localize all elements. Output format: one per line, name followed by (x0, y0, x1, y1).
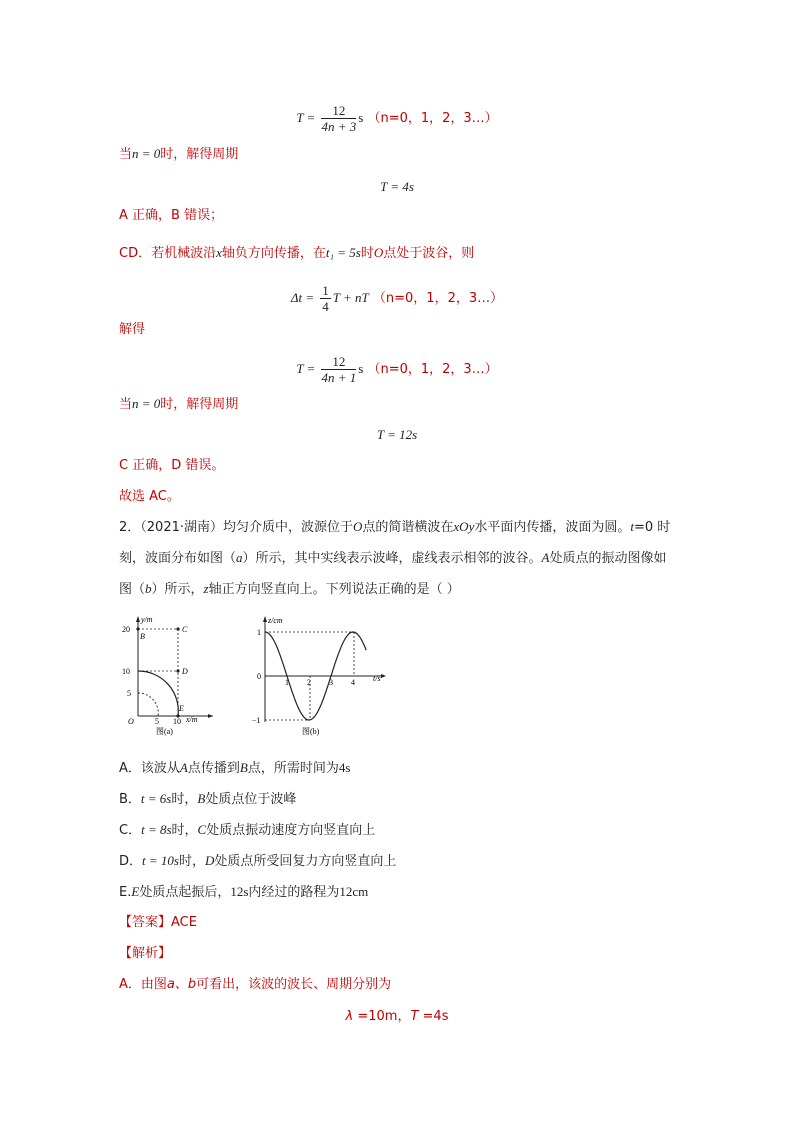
text: A．该波从 (119, 761, 180, 776)
math-inline: 12s (230, 884, 249, 899)
option-a (119, 758, 350, 779)
wave-crest-arc (138, 671, 178, 716)
text: 处质点位于波峰 (205, 792, 297, 807)
tick-label: 2 (307, 678, 311, 687)
text: =4s (418, 1009, 449, 1024)
analysis-line-a (119, 975, 391, 995)
math-inline: 4s (338, 760, 351, 775)
label-c: C (182, 625, 188, 634)
text: 处质点起振后， (139, 885, 231, 900)
point-c (176, 627, 179, 630)
text: 处质点所受回复力方向竖直向上 (214, 854, 397, 869)
text: 轴正方向竖直向上。下列说法正确的是（ ） (208, 582, 460, 597)
t-axis-arrow (381, 674, 386, 678)
answer-label: 【答案】 (119, 915, 172, 930)
numerator: 12 (321, 103, 356, 119)
math-inline: n = 0 (132, 396, 161, 411)
text: D． (119, 854, 143, 869)
text: 当 (119, 397, 133, 412)
math-inline: λ (345, 1009, 354, 1024)
math-inline: B (239, 760, 248, 775)
text: 时， (178, 854, 205, 869)
text: 点处于波谷，则 (383, 246, 475, 261)
label-b: B (140, 632, 145, 641)
text: 轴负方向传播，在 (221, 246, 326, 261)
tick-label: 10 (173, 717, 181, 726)
x-axis-arrow (208, 714, 213, 718)
math-inline: a (236, 550, 243, 565)
text: 时，解得周期 (160, 147, 239, 162)
math-inline: A (179, 760, 188, 775)
fraction (321, 354, 356, 385)
math-inline: D (204, 853, 215, 868)
text: 处质点振动速度方向竖直向上 (206, 823, 376, 838)
answer-value: ACE (171, 915, 197, 930)
tick-label: 0 (257, 672, 261, 681)
x-axis-label: x/m (186, 715, 198, 724)
label-e: E (179, 704, 184, 713)
option-c (119, 820, 375, 841)
equation-period-4n1 (0, 354, 794, 385)
equation-T4: T = 4s (380, 179, 414, 194)
equation-lambda-T (0, 1007, 794, 1027)
text: E. (119, 885, 132, 900)
text: C． (119, 823, 142, 838)
tick-label: 1 (285, 678, 289, 687)
math-inline: B (197, 791, 206, 806)
math-inline: xOy (453, 519, 475, 534)
math-inline: 12cm (339, 884, 369, 899)
tick-label: 3 (329, 678, 333, 687)
text: 可看出，该波的波长、周期分别为 (196, 977, 392, 992)
math-inline: O (373, 245, 384, 260)
math-inline: z (203, 581, 209, 596)
text: 时 (360, 246, 374, 261)
text-ab-conclusion: A 正确，B 错误； (119, 208, 224, 223)
text: 点的简谐横波在 (362, 520, 454, 535)
option-b (119, 789, 296, 810)
text: 点，所需时间为 (247, 761, 339, 776)
unit: s (358, 110, 364, 125)
text: 内经过的路程为 (248, 885, 340, 900)
numerator: 12 (321, 354, 356, 370)
math-inline: A (541, 550, 550, 565)
figure-caption: 图(b) (302, 727, 320, 736)
text: ）所示，其中实线表示波峰，虚线表示相邻的波谷。 (242, 551, 542, 566)
equation-delta-t (0, 283, 794, 314)
point-b (136, 627, 139, 630)
option-e (119, 882, 368, 903)
figure-b-vibration (250, 612, 390, 736)
text-line-n0-2 (119, 394, 238, 415)
tick-label: 5 (155, 717, 159, 726)
condition: （n=0，1，2，3…） (372, 291, 504, 306)
text: 处质点的振动图像如图（ (119, 551, 667, 597)
text: 时， (171, 792, 198, 807)
math-inline: n = 0 (132, 146, 161, 161)
text: =0 时刻，波面分布如图（ (119, 520, 671, 566)
label-d: D (182, 667, 188, 676)
text-line-n0 (119, 144, 238, 165)
z-axis-arrow (263, 616, 267, 622)
text-cd-conclusion: C 正确，D 错误。 (119, 458, 225, 473)
unit: s (358, 361, 364, 376)
math-inline: a、b (166, 977, 197, 992)
tick-label: −1 (252, 716, 261, 725)
wave-trough-arc (138, 693, 158, 716)
condition: （n=0，1，2，3…） (367, 111, 498, 126)
eq-lhs: T = (296, 361, 316, 376)
text: 点传播到 (187, 761, 240, 776)
fraction (320, 283, 331, 314)
equation-period-4n3 (0, 103, 794, 134)
math-inline: E (131, 884, 140, 899)
text: =10m， (353, 1009, 411, 1024)
denominator: 4 (322, 299, 329, 314)
tick-label: 4 (351, 678, 355, 687)
math-inline: t = 6s (140, 791, 172, 806)
math-inline: C (197, 822, 207, 837)
numerator: 1 (322, 283, 329, 298)
text: 时， (171, 823, 198, 838)
fraction (321, 103, 356, 134)
z-axis-label: z/cm (268, 616, 283, 625)
math-inline: b (145, 581, 152, 596)
answer-line (119, 913, 197, 933)
denominator: 4n + 3 (321, 119, 357, 134)
text: 2．（2021·湖南）均匀介质中，波源位于 (119, 520, 353, 535)
math-inline: T (410, 1009, 419, 1024)
tick-label: 1 (257, 628, 261, 637)
option-d (119, 851, 396, 872)
y-axis-label: y/m (141, 615, 153, 624)
eq-rest: T + nT (332, 290, 369, 305)
math-inline: t = 10s (142, 853, 179, 868)
text-solve: 解得 (119, 322, 146, 337)
text: ）所示， (151, 582, 204, 597)
figure-caption: 图(a) (156, 727, 173, 736)
point-d (176, 669, 179, 672)
text: 水平面内传播，波面为圆。 (474, 520, 631, 535)
tick-label: 10 (122, 667, 130, 676)
math-inline: O (353, 519, 363, 534)
text: A．由图 (119, 977, 167, 992)
text: B． (119, 792, 141, 807)
math-inline: t₁ = 5s (325, 245, 361, 260)
text-choose-ac: 故选 AC。 (119, 489, 180, 504)
math-inline: t (630, 519, 634, 534)
text-cd-condition (119, 243, 474, 264)
text: CD．若机械波沿 (119, 246, 217, 261)
condition: （n=0，1，2，3…） (367, 362, 498, 377)
question-2-stem (119, 512, 679, 605)
text: 当 (119, 147, 133, 162)
tick-label: 5 (127, 689, 131, 698)
math-inline: t = 8s (141, 822, 172, 837)
t-axis-label: t/s (373, 674, 381, 683)
eq-lhs: Δt = (290, 290, 315, 305)
math-inline: x (216, 245, 222, 260)
eq-lhs: T = (296, 110, 316, 125)
text: 时，解得周期 (160, 397, 239, 412)
tick-label: 20 (122, 625, 130, 634)
figure-a-wavefronts (118, 612, 218, 736)
origin-label: O (128, 717, 134, 726)
equation-T12: T = 12s (376, 427, 418, 442)
y-axis-arrow (136, 616, 140, 622)
analysis-label: 【解析】 (119, 946, 172, 961)
denominator: 4n + 1 (321, 370, 357, 385)
